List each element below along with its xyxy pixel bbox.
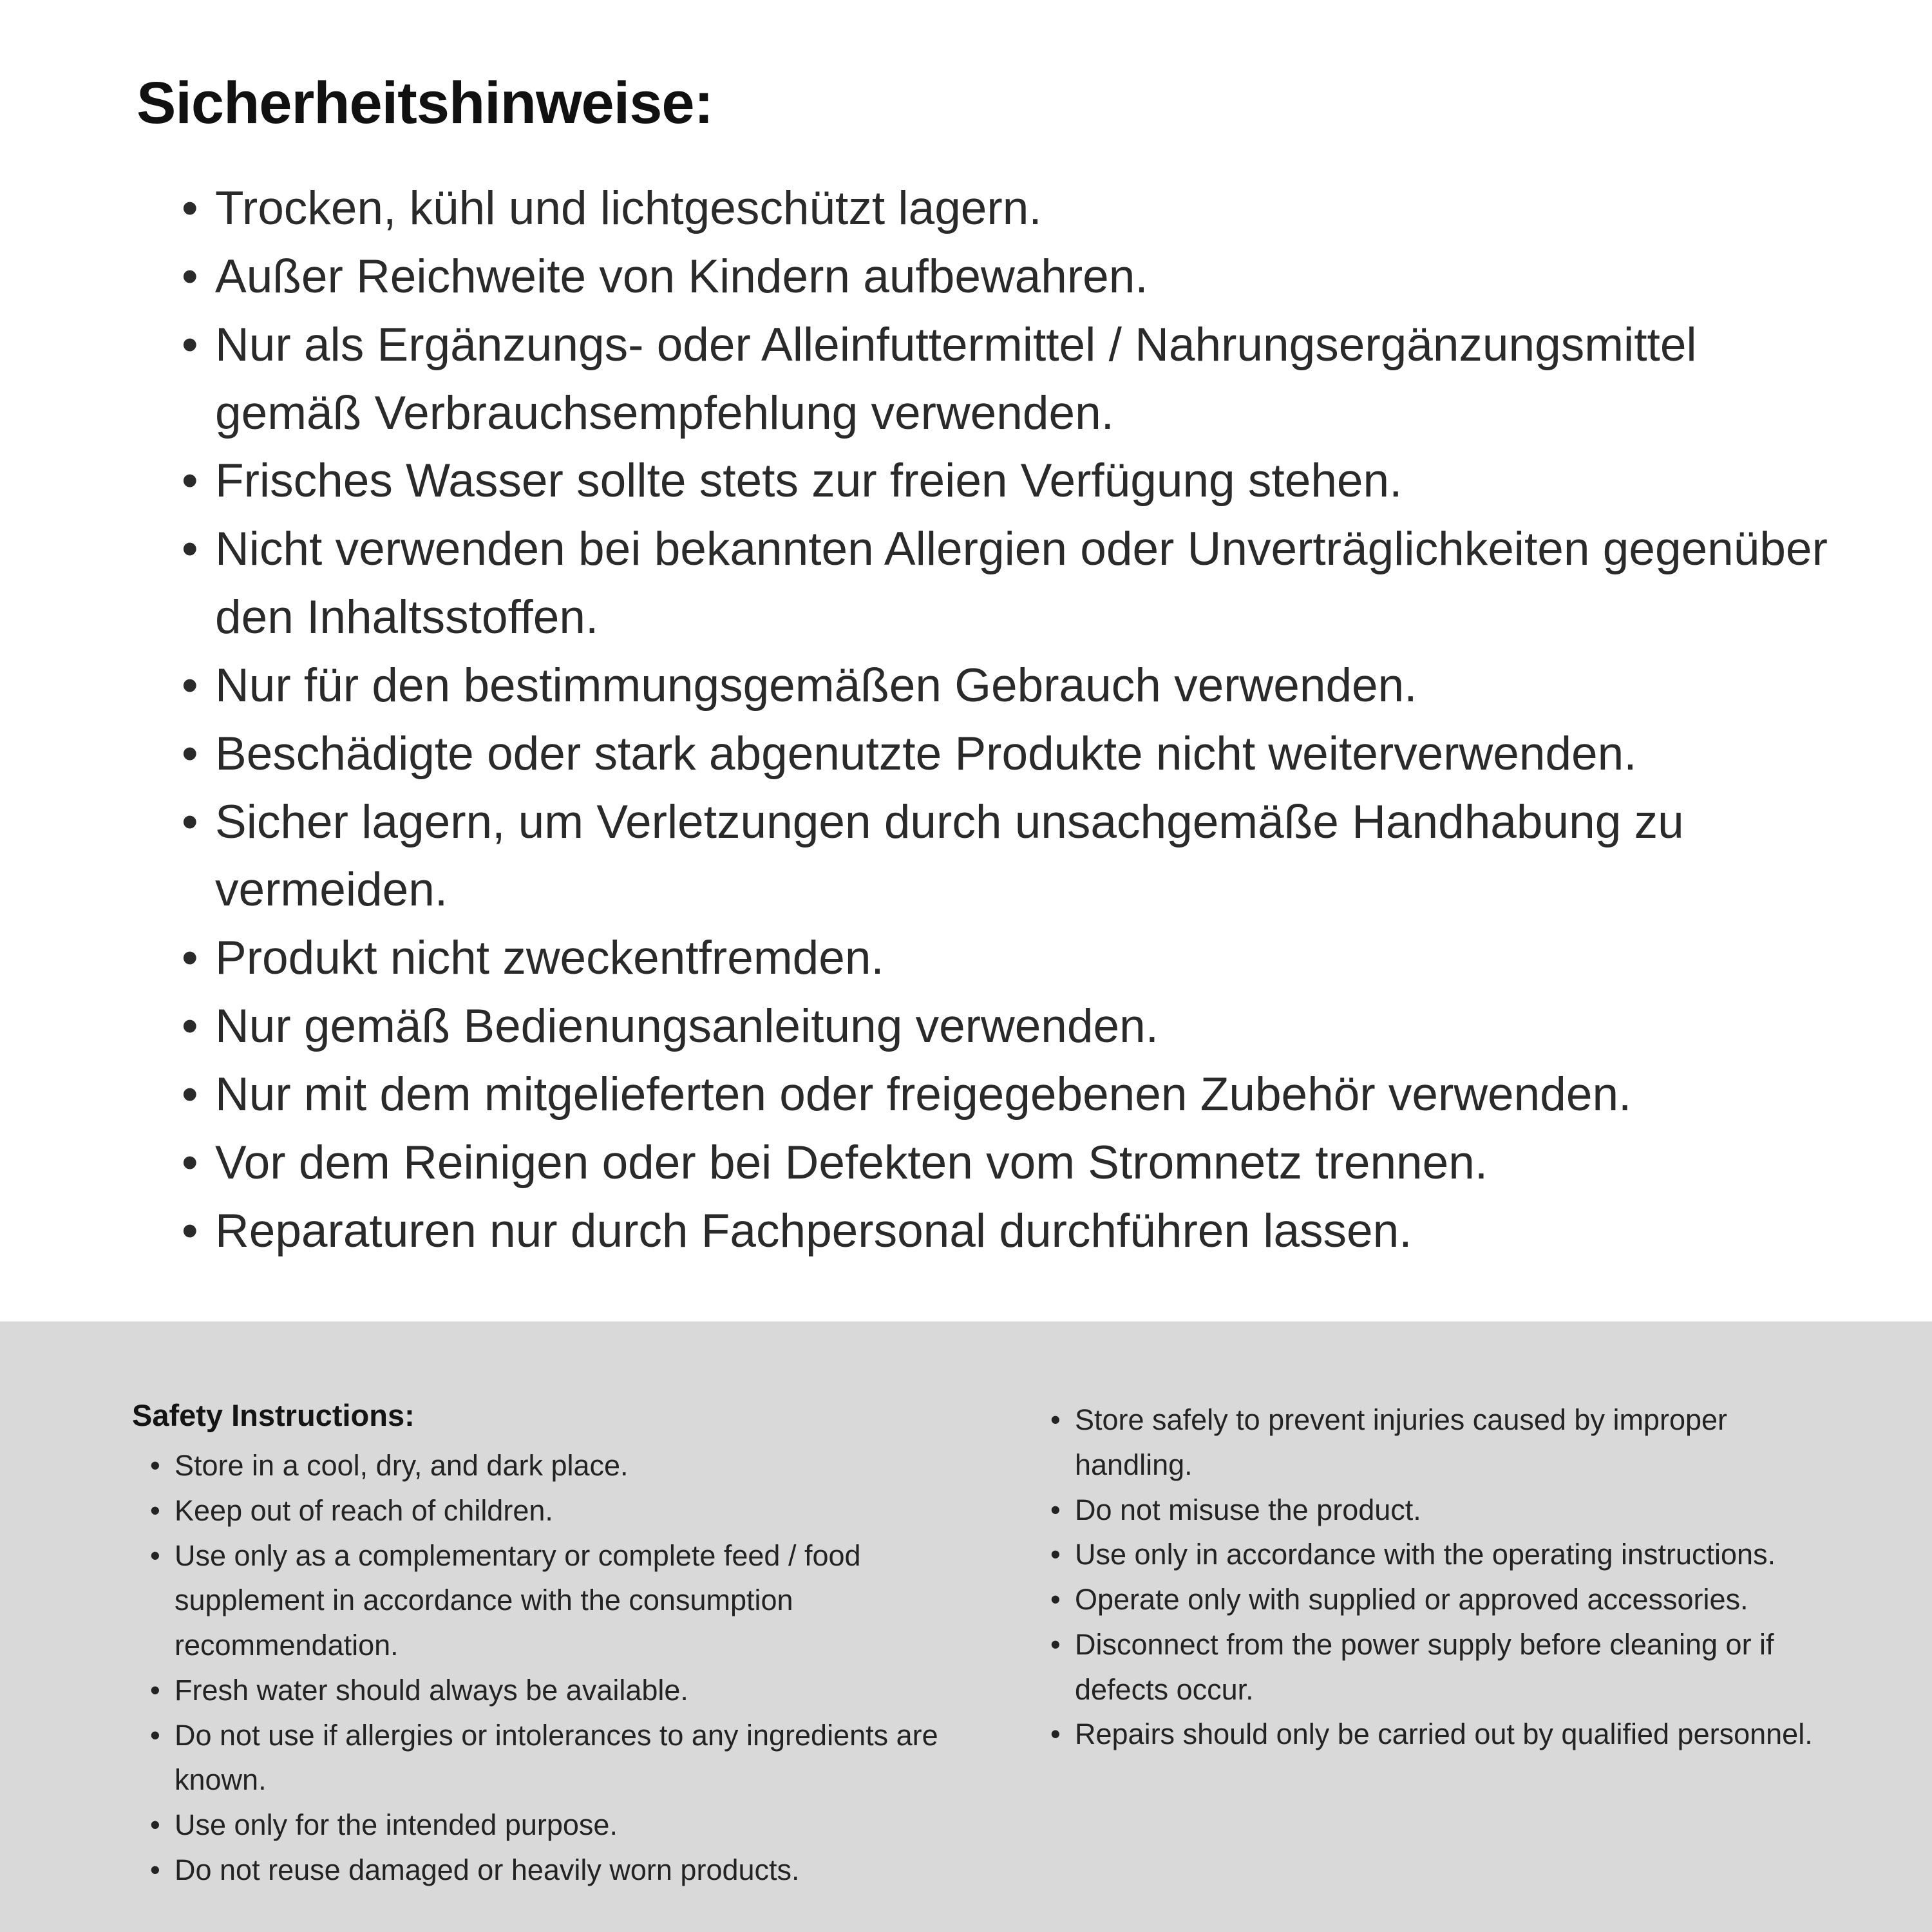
english-safety-item: • Do not misuse the product.	[1046, 1488, 1845, 1533]
english-safety-item: • Store safely to prevent injuries caused by improper handling.	[1046, 1397, 1845, 1488]
english-safety-item: • Do not use if allergies or intolerances to any ingredients are known.	[146, 1713, 943, 1803]
english-safety-item: • Use only in accordance with the operating instructions.	[1046, 1532, 1845, 1577]
english-safety-item: • Repairs should only be carried out by qualified personnel.	[1046, 1712, 1845, 1757]
german-safety-item: • Sicher lagern, um Verletzungen durch unsachgemäße Handhabung zu vermeiden.	[179, 788, 1828, 925]
german-safety-item: • Trocken, kühl und lichtgeschützt lagern.	[179, 175, 1828, 243]
english-safety-item: • Store in a cool, dry, and dark place.	[146, 1443, 943, 1488]
german-title: Sicherheitshinweise:	[137, 70, 714, 136]
english-safety-list-right	[1046, 1397, 1845, 1757]
english-left-column	[132, 1397, 943, 1932]
german-safety-item: • Vor dem Reinigen oder bei Defekten vom Stromnetz trennen.	[179, 1129, 1828, 1197]
german-safety-item: • Nur als Ergänzungs- oder Alleinfuttermittel / Nahrungsergänzungsmittel gemäß Verbrauchsempfehlung verwenden.	[179, 311, 1828, 448]
english-safety-list-left	[146, 1443, 943, 1893]
german-safety-item: • Frisches Wasser sollte stets zur freien Verfügung stehen.	[179, 447, 1828, 515]
english-safety-item: • Use only as a complementary or complete feed / food supplement in accordance with the consumption recommendation.	[146, 1533, 943, 1668]
english-safety-item: • Keep out of reach of children.	[146, 1488, 943, 1533]
english-safety-item: • Operate only with supplied or approved accessories.	[1046, 1577, 1845, 1622]
german-safety-item: • Nur für den bestimmungsgemäßen Gebrauch verwenden.	[179, 652, 1828, 720]
german-safety-item: • Nur gemäß Bedienungsanleitung verwenden.	[179, 992, 1828, 1061]
english-safety-item: • Disconnect from the power supply before cleaning or if defects occur.	[1046, 1622, 1845, 1712]
german-safety-item: • Beschädigte oder stark abgenutzte Produkte nicht weiterverwenden.	[179, 720, 1828, 788]
english-safety-item: • Use only for the intended purpose.	[146, 1803, 943, 1848]
german-safety-item: • Reparaturen nur durch Fachpersonal durchführen lassen.	[179, 1197, 1828, 1265]
german-safety-item: • Produkt nicht zweckentfremden.	[179, 924, 1828, 992]
english-right-column	[1046, 1397, 1845, 1932]
english-section	[0, 1321, 1932, 1932]
english-safety-item: • Do not reuse damaged or heavily worn products.	[146, 1848, 943, 1893]
german-safety-list	[179, 175, 1848, 1265]
german-safety-item: • Nur mit dem mitgelieferten oder freigegebenen Zubehör verwenden.	[179, 1061, 1828, 1129]
german-safety-item: • Nicht verwenden bei bekannten Allergien oder Unverträglichkeiten gegenüber den Inhaltsstoffen.	[179, 515, 1828, 652]
english-title: Safety Instructions:	[132, 1398, 415, 1432]
english-safety-item: • Fresh water should always be available.	[146, 1668, 943, 1713]
german-safety-item: • Außer Reichweite von Kindern aufbewahren.	[179, 243, 1828, 311]
